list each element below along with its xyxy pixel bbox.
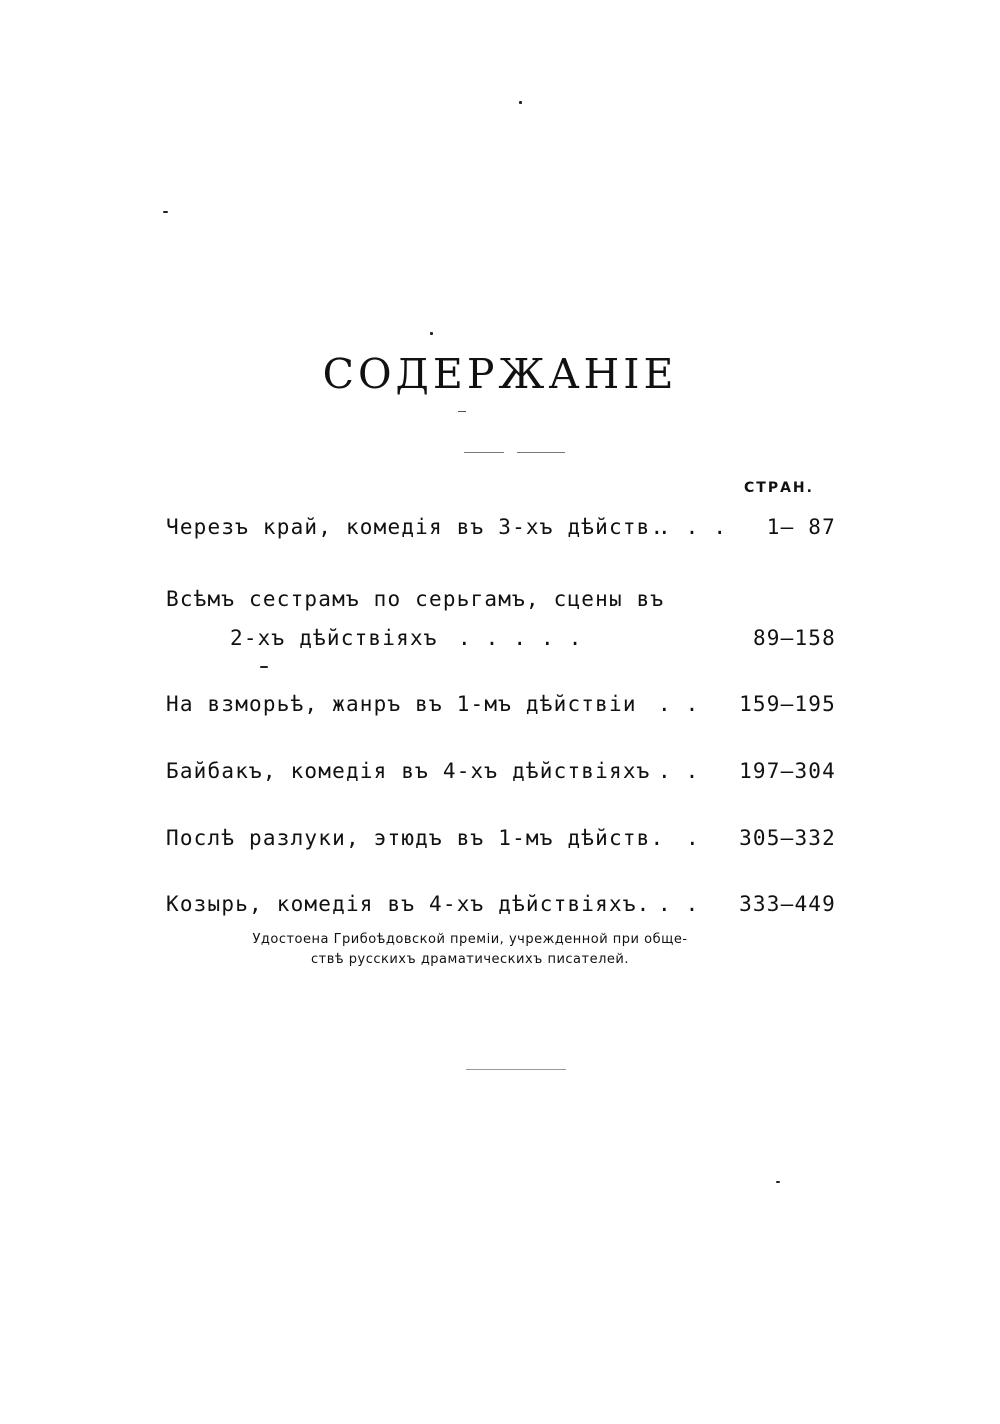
toc-entry-leader: . . bbox=[658, 759, 700, 783]
award-note-line2: ствѣ русскихъ драматическихъ писателей. bbox=[311, 952, 629, 967]
toc-entry-title-line2: 2-хъ дѣйствіяхъ bbox=[230, 626, 438, 650]
toc-entry-leader: . bbox=[686, 826, 700, 850]
toc-entry bbox=[166, 692, 836, 716]
toc-entry-title: Байбакъ, комедія въ 4-хъ дѣйствіяхъ bbox=[166, 759, 651, 783]
toc-entry-title: Черезъ край, комедія въ 3-хъ дѣйств. bbox=[166, 515, 665, 539]
closing-divider bbox=[466, 1069, 566, 1070]
toc-entry bbox=[166, 515, 836, 539]
toc-entry-pages: 197—304 bbox=[739, 759, 836, 783]
toc-entry-leader: . . bbox=[658, 892, 700, 916]
title-divider-right bbox=[517, 452, 565, 453]
toc-entry-pages: 333—449 bbox=[739, 892, 836, 916]
toc-entry-leader: . . bbox=[658, 692, 700, 716]
print-speck bbox=[430, 332, 433, 335]
print-speck bbox=[776, 1181, 780, 1183]
award-note-line1: Удостоена Грибоѣдовской преміи, учрежденной при обще- bbox=[252, 932, 688, 947]
toc-entry-leader: . . . bbox=[658, 515, 728, 539]
award-note bbox=[200, 930, 740, 970]
toc-entry-pages: 1— 87 bbox=[766, 515, 836, 539]
print-speck bbox=[163, 211, 168, 213]
print-speck bbox=[260, 666, 268, 668]
toc-entry-pages: 305—332 bbox=[739, 826, 836, 850]
title-ornament-rule bbox=[458, 411, 466, 412]
pages-column-header: СТРАН. bbox=[744, 480, 814, 496]
toc-entry-title: Козырь, комедія въ 4-хъ дѣйствіяхъ. bbox=[166, 892, 651, 916]
page-title: СОДЕРЖАНІЕ bbox=[322, 350, 678, 398]
toc-entry-pages: 89—158 bbox=[752, 626, 836, 650]
toc-entry-title-line1: Всѣмъ сестрамъ по серьгамъ, сцены въ bbox=[166, 587, 665, 611]
toc-entry bbox=[166, 587, 836, 611]
toc-entry-pages: 159—195 bbox=[739, 692, 836, 716]
title-divider-left bbox=[464, 452, 504, 453]
toc-entry bbox=[166, 892, 836, 916]
print-speck bbox=[519, 101, 522, 104]
toc-entry bbox=[166, 826, 836, 850]
toc-entry-title: Послѣ разлуки, этюдъ въ 1-мъ дѣйств. bbox=[166, 826, 665, 850]
toc-entry-leader: . . . . . bbox=[458, 626, 583, 650]
toc-entry bbox=[166, 759, 836, 783]
toc-entry-title: На взморьѣ, жанръ въ 1-мъ дѣйствіи bbox=[166, 692, 637, 716]
